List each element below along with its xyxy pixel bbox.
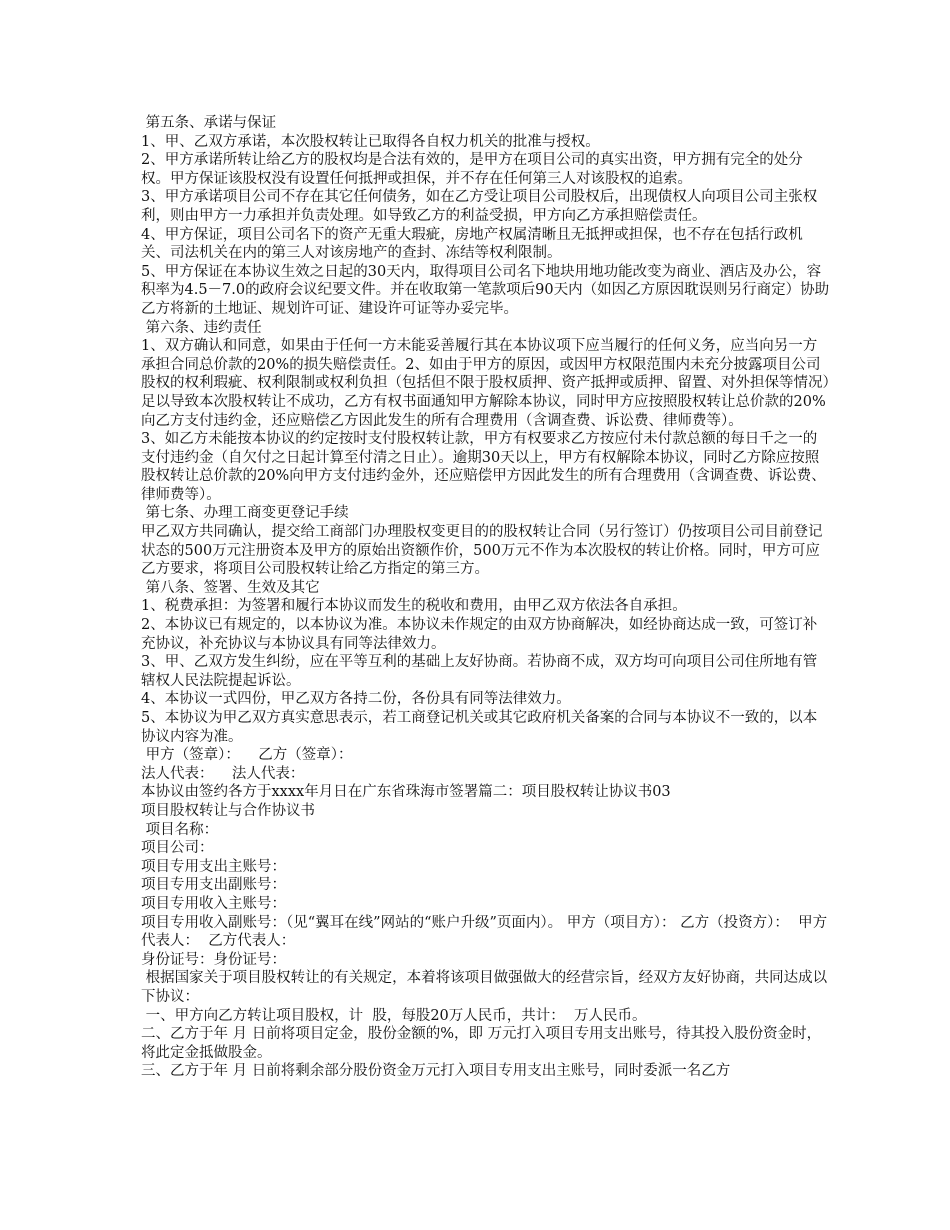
paragraph: 1、税费承担：为签署和履行本协议而发生的税收和费用，由甲乙双方依法各自承担。 [141,598,687,615]
paragraph: 一、甲方向乙方转让项目股权，计 股，每股20万人民币，共计： 万人民币。 [141,1007,647,1024]
form-field-line: 项目名称： [141,821,219,838]
paragraph: 3、甲、乙双方发生纠纷，应在平等互利的基础上友好协商。若协商不成，双方均可向项目公司住所地有管辖权人民法院提起诉讼。 [141,654,818,689]
paragraph: 三、乙方于年 月 日前将剩余部分股份资金万元打入项目专用支出主账号，同时委派一名乙方 [141,1063,731,1080]
document-body [141,114,831,1081]
paragraph: 2、本协议已有规定的，以本协议为准。本协议未作规定的由双方协商解决，如经协商达成一致，可签订补充协议，补充协议与本协议具有同等法律效力。 [141,617,818,652]
paragraph: 3、如乙方未能按本协议的约定按时支付股权转让款，甲方有权要求乙方按应付未付款总额的每日千之一的支付违约金（自欠付之日起计算至付清之日止）。逾期30天以上，甲方有权解除本协议，同时乙方除应按照股权转让总价款的20%向甲方支付违约金外，还应赔偿甲方因此发生的所有合理费用（含调查费、诉讼费、律师费等）。 [141,431,826,503]
signature-line: 甲方（签章）： 乙方（签章）： [141,747,353,764]
paragraph: 4、本协议一式四份，甲乙双方各持二份，各份具有同等法律效力。 [141,691,571,708]
paragraph: 1、甲、乙双方承诺，本次股权转让已取得各自权力机关的批准与授权。 [141,133,600,150]
section-heading: 第七条、办理工商变更登记手续 [141,505,349,522]
form-field-line: 项目专用支出副账号： [141,877,286,894]
form-field-line: 项目公司： [141,840,214,857]
form-field-line: 项目专用收入副账号：（见“翼耳在线”网站的“账户升级”页面内）。 甲方（项目方）： 乙方（投资方）： 甲方代表人： 乙方代表人： [141,914,828,950]
paragraph: 甲乙双方共同确认，提交给工商部门办理股权变更目的的股权转让合同（另行签订）仍按项目公司目前登记状态的500万元注册资本及甲方的原始出资额作价，500万元不作为本次股权的转让价格。同时，甲方可应乙方要求，将项目公司股权转让给乙方指定的第三方。 [141,524,823,578]
paragraph: 2、甲方承诺所转让给乙方的股权均是合法有效的，是甲方在项目公司的真实出资，甲方拥有完全的处分权。甲方保证该股权没有设置任何抵押或担保，并不存在任何第三人对该股权的追索。 [141,152,803,187]
section-heading: 第六条、违约责任 [141,319,262,336]
form-field-line: 身份证号：身份证号： [141,951,286,968]
form-field-line: 项目专用收入主账号： [141,895,286,912]
paragraph: 二、乙方于年 月 日前将项目定金，股份金额的%，即 万元打入项目专用支出账号，待其投入股份资金时，将此定金抵做股金。 [141,1026,822,1061]
paragraph: 1、双方确认和同意，如果由于任何一方未能妥善履行其在本协议项下应当履行的任何义务，应当向另一方承担合同总价款的20%的损失赔偿责任。2、如由于甲方的原因，或因甲方权限范围内未充分披露项目公司股权的权利瑕疵、权利限制或权利负担（包括但不限于股权质押、资产抵押或质押、留置、对外担保等情况）足以导致本次股权转让不成功，乙方有权书面通知甲方解除本协议，同时甲方应按照股权转让总价款的20%向乙方支付违约金，还应赔偿乙方因此发生的所有合理费用（含调查费、诉讼费、律师费等）。 [141,338,830,429]
signature-line: 法人代表： 法人代表： [141,765,305,782]
paragraph: 4、甲方保证，项目公司名下的资产无重大瑕疵，房地产权属清晰且无抵押或担保，也不存在包括行政机关、司法机关在内的第三人对该房地产的查封、冻结等权利限制。 [141,226,803,262]
paragraph: 根据国家关于项目股权转让的有关规定，本着将该项目做强做大的经营宗旨，经双方友好协商，共同达成以下协议： [141,970,828,1005]
paragraph: 5、本协议为甲乙双方真实意思表示，若工商登记机关或其它政府机关备案的合同与本协议不一致的，以本协议内容为准。 [141,710,818,745]
section-heading: 第八条、签署、生效及其它 [141,579,320,596]
paragraph: 本协议由签约各方于xxxx年月日在广东省珠海市签署篇二：项目股权转让协议书03 [141,784,671,801]
paragraph: 3、甲方承诺项目公司不存在其它任何债务，如在乙方受让项目公司股权后，出现债权人向项目公司主张权利，则由甲方一力承担并负责处理。如导致乙方的利益受损，甲方向乙方承担赔偿责任。 [141,189,818,224]
section-heading: 第五条、承诺与保证 [141,115,277,131]
document-title: 项目股权转让与合作协议书 [141,802,315,819]
form-field-line: 项目专用支出主账号： [141,858,286,875]
paragraph: 5、甲方保证在本协议生效之日起的30天内，取得项目公司名下地块用地功能改变为商业、酒店及办公，容积率为4.5－7.0的政府会议纪要文件。并在收取第一笔款项后90天内（如因乙方原因耽误则另行商定）协助乙方将新的土地证、规划许可证、建设许可证等办妥完毕。 [141,263,830,317]
